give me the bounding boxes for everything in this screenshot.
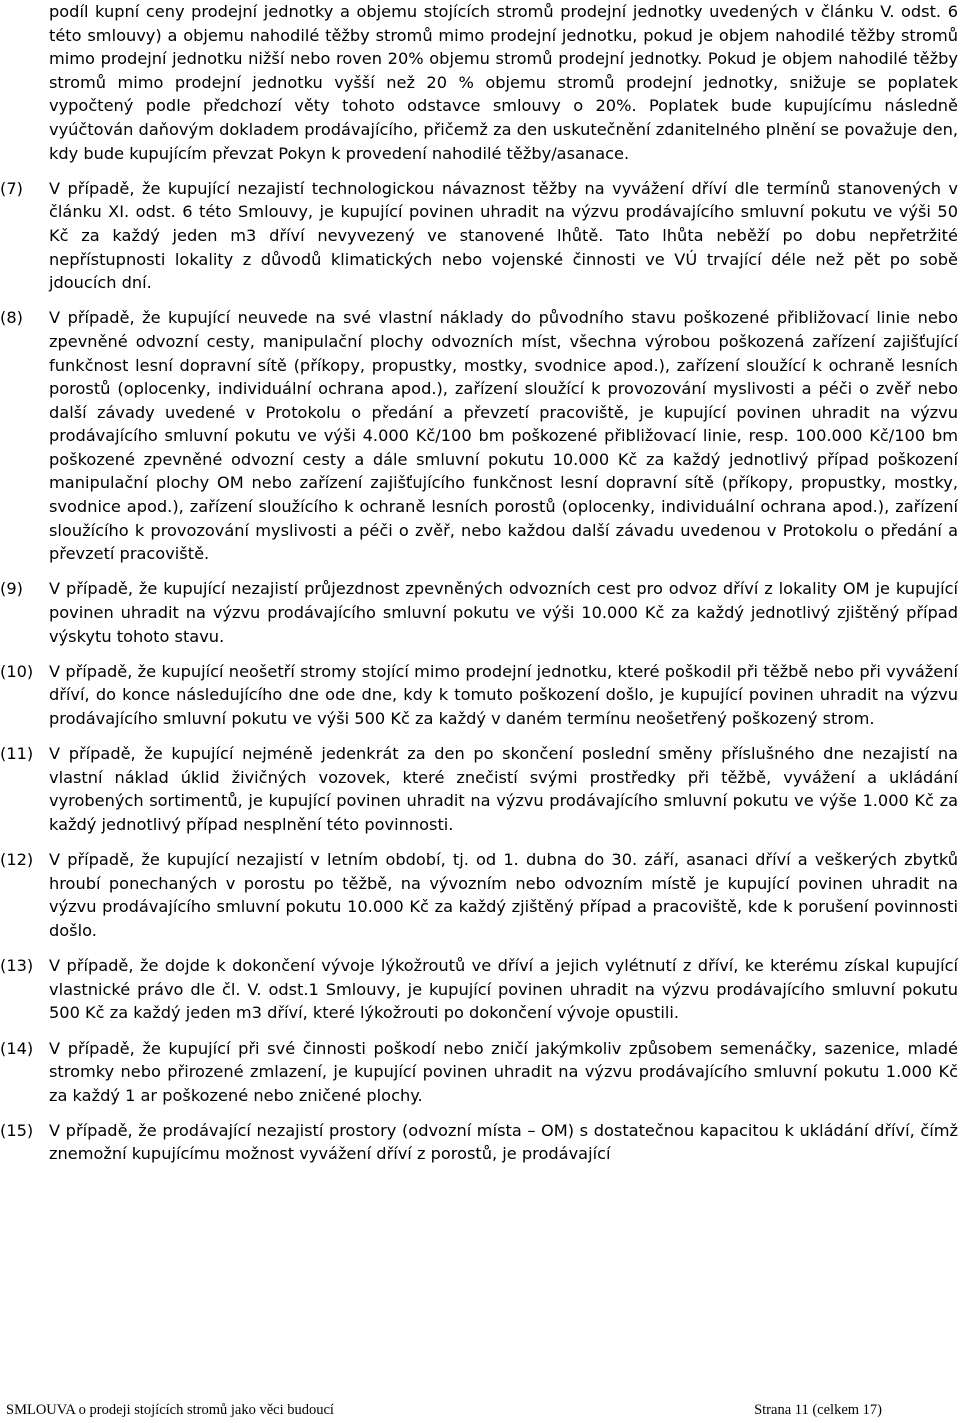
paragraph-14 bbox=[0, 1037, 958, 1108]
paragraph-number: (10) bbox=[0, 661, 34, 681]
paragraph-text: V případě, že kupující při své činnosti poškodí nebo zničí jakýmkoliv způsobem semenáčky, sazenice, mladé stromky nebo přirozené zmlazení, je kupující povinen uhradit na výzvu prodávajícího smluvní pokutu 1.000 Kč za každý 1 ar poškozené nebo zničené plochy. bbox=[49, 1038, 958, 1105]
paragraph-number: (13) bbox=[0, 956, 34, 976]
footer-page-number: Strana 11 (celkem 17) bbox=[754, 1402, 882, 1418]
paragraph-12 bbox=[0, 848, 958, 942]
paragraph-number: (15) bbox=[0, 1120, 34, 1140]
paragraph-text: V případě, že kupující neuvede na své vlastní náklady do původního stavu poškozené přibližovací linie nebo zpevněné odvozní cesty, manipulační plochy odvozních míst, všechna výrobou poškozená zařízení zajišťující funkčnost lesní dopravní sítě (příkopy, propustky, mostky, svodnice apod.), zařízení sloužící k ochraně lesních porostů (oplocenky, individuální ochrana apod.), zařízení sloužící k provozování myslivosti a péči o zvěř nebo další závady uvedené v Protokolu o předání a převzetí pracoviště, je kupující povinen uhradit na výzvu prodávajícího smluvní pokutu ve výši 4.000 Kč/100 bm poškozené přibližovací linie, resp. 100.000 Kč/100 bm poškozené zpevněné odvozní cesty a dále smluvní pokutu 10.000 Kč za každý jednotlivý případ poškození manipulační plochy OM nebo zařízení zajišťujícího funkčnost lesní dopravní sítě (příkopy, propustky, mostky, svodnice apod.), zařízení sloužícího k ochraně lesních porostů (oplocenky, individuální ochrana apod.), zařízení sloužícího k provozování myslivosti a péči o zvěř, nebo každou další závadu uvedenou v Protokolu o předání a převzetí pracoviště. bbox=[49, 308, 958, 564]
page-footer bbox=[6, 1401, 882, 1419]
paragraph-15 bbox=[0, 1119, 958, 1166]
paragraph-9 bbox=[0, 577, 958, 648]
footer-document-title: SMLOUVA o prodeji stojících stromů jako věci budoucí bbox=[6, 1402, 334, 1418]
paragraph-text: V případě, že kupující nezajistí průjezdnost zpevněných odvozních cest pro odvoz dříví z lokality OM je kupující povinen uhradit na výzvu prodávajícího smluvní pokutu ve výši 10.000 Kč za každý jednotlivý zjištěný případ výskytu tohoto stavu. bbox=[49, 579, 958, 646]
paragraph-text: podíl kupní ceny prodejní jednotky a objemu stojících stromů prodejní jednotky uvedených v článku V. odst. 6 této smlouvy) a objemu nahodilé těžby stromů mimo prodejní jednotku, pokud je objem nahodilé těžby stromů mimo prodejní jednotku nižší nebo roven 20% objemu stromů prodejní jednotky. Pokud je objem nahodilé těžby stromů mimo prodejní jednotku vyšší než 20 % objemu stromů prodejní jednotky, snižuje se poplatek vypočtený podle předchozí věty tohoto odstavce smlouvy o 20%. Poplatek bude kupujícímu následně vyúčtován daňovým dokladem prodávajícího, přičemž za den uskutečnění zdanitelného plnění se považuje den, kdy bude kupujícím převzat Pokyn k provedení nahodilé těžby/asanace. bbox=[49, 2, 958, 163]
paragraph-number-blank bbox=[0, 0, 49, 165]
paragraph-7 bbox=[0, 177, 958, 295]
paragraph-text: V případě, že kupující neošetří stromy stojící mimo prodejní jednotku, které poškodil při těžbě nebo při vyvážení dříví, do konce následujícího dne ode dne, kdy k tomuto poškození došlo, je kupující povinen uhradit na výzvu prodávajícího smluvní pokutu ve výši 500 Kč za každý v daném termínu neošetřený poškozený strom. bbox=[49, 661, 958, 728]
paragraph-number: (7) bbox=[0, 178, 23, 198]
paragraph-text: V případě, že kupující nezajistí v letním období, tj. od 1. dubna do 30. září, asanaci dříví a veškerých zbytků hroubí ponechaných v porostu po těžbě, na vývozním nebo odvozním místě je kupující povinen uhradit na výzvu prodávajícího smluvní pokutu 10.000 Kč za každý zjištěný případ a pracoviště, kde k porušení povinnosti došlo. bbox=[49, 850, 958, 940]
paragraph-number: (11) bbox=[0, 744, 34, 764]
paragraph-text: V případě, že prodávající nezajistí prostory (odvozní místa – OM) s dostatečnou kapacitou k ukládání dříví, čímž znemožní kupujícímu možnost vyvážení dříví z porostů, je prodávající bbox=[49, 1120, 958, 1164]
paragraph-number: (14) bbox=[0, 1038, 34, 1058]
paragraph-10 bbox=[0, 660, 958, 731]
paragraph-13 bbox=[0, 954, 958, 1025]
paragraph-11 bbox=[0, 742, 958, 836]
paragraph-number: (12) bbox=[0, 850, 34, 870]
paragraph-number: (9) bbox=[0, 579, 23, 599]
paragraph-text: V případě, že dojde k dokončení vývoje lýkožroutů ve dříví a jejich vylétnutí z dříví, ke kterému získal kupující vlastnické právo dle čl. V. odst.1 Smlouvy, je kupující povinen uhradit na výzvu prodávajícího smluvní pokutu 500 Kč za každý jeden m3 dříví, které lýkožrouti po dokončení vývoje opustili. bbox=[49, 956, 958, 1023]
paragraph-8 bbox=[0, 306, 958, 566]
paragraph-number: (8) bbox=[0, 308, 23, 328]
paragraph-text: V případě, že kupující nezajistí technologickou návaznost těžby na vyvážení dříví dle termínů stanovených v článku XI. odst. 6 této Smlouvy, je kupující povinen uhradit na výzvu prodávajícího smluvní pokutu ve výši 50 Kč za každý jeden m3 dříví nevyvezený ve stanovené lhůtě. Tato lhůta neběží po dobu nepřetržité nepřístupnosti lokality z důvodů klimatických nebo vojenské činnosti ve VÚ trvající déle než pět po sobě jdoucích dní. bbox=[49, 178, 958, 293]
paragraph-intro bbox=[8, 0, 958, 165]
paragraph-text: V případě, že kupující nejméně jedenkrát za den po skončení poslední směny příslušného dne nezajistí na vlastní náklad úklid živičných vozovek, které znečistí svými prostředky při těžbě, vyvážení a ukládání vyrobených sortimentů, je kupující povinen uhradit na výzvu prodávajícího smluvní pokutu ve výše 1.000 Kč za každý jednotlivý případ nesplnění této povinnosti. bbox=[49, 744, 958, 834]
